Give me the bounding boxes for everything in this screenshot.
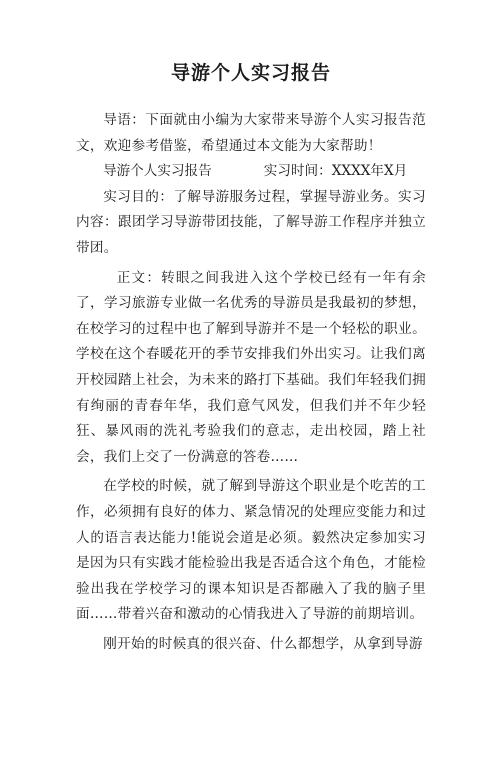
body-paragraph-3: 刚开始的时候真的很兴奋、什么都想学，从拿到导游 (103, 635, 423, 652)
body-paragraph-2: 在学校的时候，就了解到导游这个职业是个吃苦的工作，必须拥有良好的体力、紧急情况的处理应变能力和过人的语言表达能力!能说会道是必须。毅然决定参加实习是因为只有实践才能检验出我是否适合这个角色，才能检验出我在学校学习的课本知识是否都融入了我的脑子里面……带着兴奋和激动的心情我进入了导游的前期培训。 (76, 478, 426, 623)
purpose-paragraph: 实习目的：了解导游服务过程，掌握导游业务。实习内容：跟团学习导游带团技能，了解导游工作程序并独立带团。 (76, 188, 426, 256)
document-page (0, 60, 500, 768)
document-title: 导游个人实习报告 (170, 62, 331, 84)
report-meta-line (76, 159, 426, 185)
meta-report-name: 导游个人实习报告 (103, 163, 212, 180)
intro-paragraph: 导语：下面就由小编为大家带来导游个人实习报告范文，欢迎参考借鉴，希望通过本文能为大家帮助！ (76, 112, 426, 154)
meta-internship-time: 实习时间：XXXX年X月 (263, 163, 408, 180)
body-paragraph-1: 正文：转眼之间我进入这个学校已经有一年有余了，学习旅游专业做一名优秀的导游员是我最初的梦想，在校学习的过程中也了解到导游并不是一个轻松的职业。学校在这个春暖花开的季节安排我们外出实习。让我们离开校园踏上社会，为未来的路打下基础。我们年轻我们拥有绚丽的青春年华，我们意气风发，但我们并不年少轻狂、暴风雨的洗礼考验我们的意志，走出校园，踏上社会，我们上交了一份满意的答卷…… (76, 269, 426, 465)
